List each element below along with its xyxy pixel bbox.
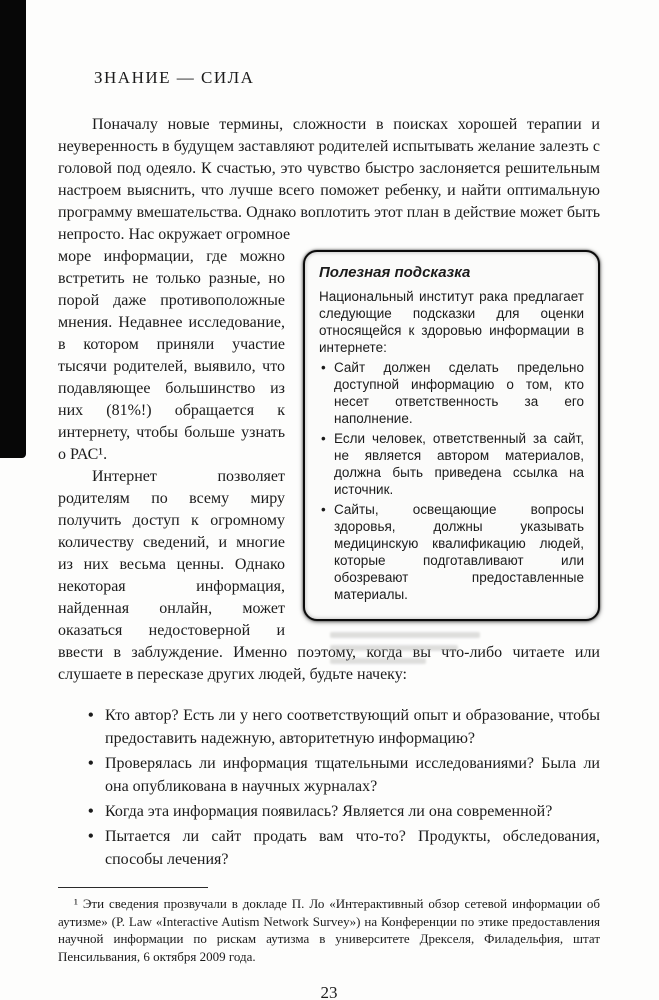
- tip-box-intro: Национальный институт рака предлагает следующие подсказки для оценки относящейся к здоровью информации в интернете:: [319, 289, 584, 355]
- scan-black-edge: [0, 0, 26, 458]
- tip-box: [303, 250, 600, 621]
- question-item: • Пытается ли сайт продать вам что-то? Продукты, обследования, способы лечения?: [88, 825, 600, 871]
- page-bleed-through: [330, 632, 500, 671]
- question-item: • Когда эта информация появилась? Является ли она современной?: [88, 800, 600, 823]
- footnote-text: ¹ Эти сведения прозвучали в докладе П. Ло «Интерактивный обзор сетевой информации об аутизме» (P. Law «Interactive Autism Network Survey») на Конференции по этике предоставления научной информации по рискам аутизма в университете Дрекселя, Филадельфия, штат Пенсильвания, 6 октября 2009 года.: [58, 896, 600, 964]
- page-title: ЗНАНИЕ — СИЛА: [94, 68, 255, 87]
- question-item: • Кто автор? Есть ли у него соответствующий опыт и образование, чтобы предоставить надежную, авторитетную информацию?: [88, 704, 600, 750]
- paragraph-internet: Интернет позволяет родителям по всему миру получить доступ к огромному количеству сведений, и многие из них весьма ценны. Однако некоторая информация, найденная онлайн, может оказаться недостоверной и ввести в заблуждение. Именно поэтому, когда вы что-либо читаете или слушаете в пересказе других людей, будьте начеку:: [58, 468, 600, 683]
- tip-box-title: Полезная подсказка: [319, 264, 471, 281]
- tip-bullet: • Сайт должен сделать предельно доступной информацию о том, кто несет ответственность за его наполнение.: [319, 359, 584, 427]
- tip-box-list: [319, 359, 584, 603]
- paragraph-continuation: море информации, где можно встретить не только разные, но порой даже противоположные мнения. Недавнее исследование, в котором приняли участие тысячи родителей, выявило, что подавляющее большинство из них (81%!) обращается к интернету, чтобы больше узнать о РАС¹.: [58, 248, 285, 463]
- tip-bullet: • Если человек, ответственный за сайт, не является автором материалов, должна быть приведена ссылка на источник.: [319, 430, 584, 498]
- page-number: 23: [320, 983, 338, 1000]
- paragraph-intro: Поначалу новые термины, сложности в поисках хорошей терапии и неуверенность в будущем заставляют родителей испытывать желание залезть с головой под одеяло. К счастью, это чувство быстро заслоняется решительным настроем выяснить, что лучше всего поможет ребенку, и найти оптимальную программу вмешательства. Однако воплотить этот план в действие может быть непросто. Нас окружает огромное: [58, 116, 600, 243]
- question-item: • Проверялась ли информация тщательными исследованиями? Была ли она опубликована в научных журналах?: [88, 752, 600, 798]
- text-wrap-section: [58, 246, 600, 686]
- tip-bullet: • Сайты, освещающие вопросы здоровья, должны указывать медицинскую квалификацию людей, которые подготавливают или обозревают предоставленные материалы.: [319, 501, 584, 603]
- footnote-divider: [58, 887, 208, 888]
- question-list: [58, 686, 600, 871]
- page-content: [58, 68, 600, 1000]
